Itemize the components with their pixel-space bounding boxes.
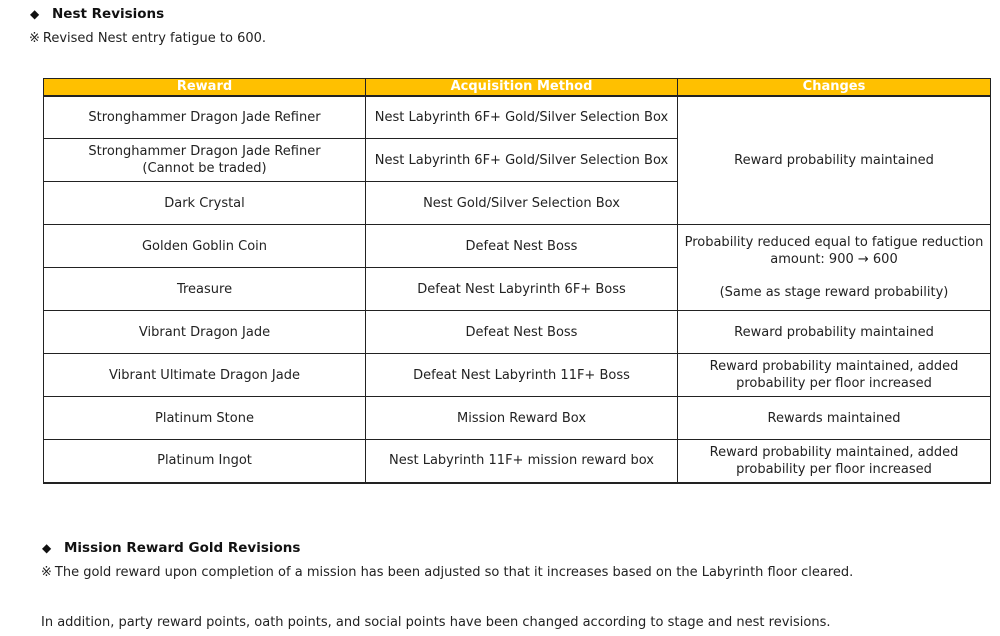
mission-gold-note	[41, 565, 853, 580]
mission-gold-note-text: The gold reward upon completion of a mission has been adjusted so that it increases based on the Labyrinth floor cleared.	[54, 565, 854, 580]
table-row	[44, 440, 991, 483]
table-row	[44, 397, 991, 440]
changes-cell: Reward probability maintained	[678, 311, 991, 354]
changes-line: (Same as stage reward probability)	[719, 285, 949, 300]
reward-cell: Vibrant Dragon Jade	[44, 311, 366, 354]
method-cell: Defeat Nest Labyrinth 11F+ Boss	[366, 354, 678, 397]
diamond-bullet-icon: ◆	[42, 541, 52, 555]
changes-line: Probability reduced equal to fatigue reduction	[684, 235, 984, 250]
nest-revisions-title: Nest Revisions	[52, 6, 165, 22]
changes-cell	[678, 225, 991, 311]
header-acquisition-method: Acquisition Method	[366, 79, 678, 96]
reward-cell: Stronghammer Dragon Jade Refiner	[44, 96, 366, 139]
method-cell: Defeat Nest Boss	[366, 225, 678, 268]
diamond-bullet-icon: ◆	[30, 7, 40, 21]
nest-rewards-table	[43, 78, 991, 484]
changes-line: amount: 900 → 600	[770, 252, 898, 267]
header-changes: Changes	[678, 79, 991, 96]
changes-line: Reward probability maintained, added	[709, 359, 959, 374]
reward-cell: Vibrant Ultimate Dragon Jade	[44, 354, 366, 397]
changes-cell: Rewards maintained	[678, 397, 991, 440]
nest-revisions-heading	[30, 6, 164, 22]
reward-name: Stronghammer Dragon Jade Refiner	[88, 144, 321, 159]
reward-cell: Treasure	[44, 268, 366, 311]
method-cell: Mission Reward Box	[366, 397, 678, 440]
reward-cell: Platinum Ingot	[44, 440, 366, 483]
table-row	[44, 225, 991, 268]
reward-cell: Platinum Stone	[44, 397, 366, 440]
method-cell: Defeat Nest Labyrinth 6F+ Boss	[366, 268, 678, 311]
reference-mark-icon: ※	[41, 565, 52, 580]
method-cell: Nest Labyrinth 6F+ Gold/Silver Selection Box	[366, 139, 678, 182]
table-row	[44, 311, 991, 354]
table-row	[44, 354, 991, 397]
header-reward: Reward	[44, 79, 366, 96]
table-row	[44, 96, 991, 139]
mission-reward-title: Mission Reward Gold Revisions	[64, 540, 301, 556]
method-cell: Nest Gold/Silver Selection Box	[366, 182, 678, 225]
reward-cell: Golden Goblin Coin	[44, 225, 366, 268]
reference-mark-icon: ※	[29, 31, 40, 46]
table-header-row	[44, 79, 991, 96]
reward-cell	[44, 139, 366, 182]
nest-fatigue-note	[29, 31, 266, 46]
changes-cell	[678, 354, 991, 397]
points-change-note: In addition, party reward points, oath points, and social points have been changed according to stage and nest revisions.	[41, 615, 831, 630]
method-cell: Nest Labyrinth 11F+ mission reward box	[366, 440, 678, 483]
changes-line: probability per floor increased	[736, 376, 932, 391]
changes-cell: Reward probability maintained	[678, 96, 991, 225]
changes-line: Reward probability maintained, added	[709, 444, 959, 460]
method-cell: Nest Labyrinth 6F+ Gold/Silver Selection Box	[366, 96, 678, 139]
changes-line: probability per floor increased	[736, 461, 932, 477]
method-cell: Defeat Nest Boss	[366, 311, 678, 354]
nest-fatigue-note-text: Revised Nest entry fatigue to 600.	[42, 31, 267, 46]
mission-reward-heading	[42, 540, 300, 556]
reward-qualifier: (Cannot be traded)	[142, 161, 267, 176]
changes-cell	[678, 440, 991, 483]
reward-cell: Dark Crystal	[44, 182, 366, 225]
